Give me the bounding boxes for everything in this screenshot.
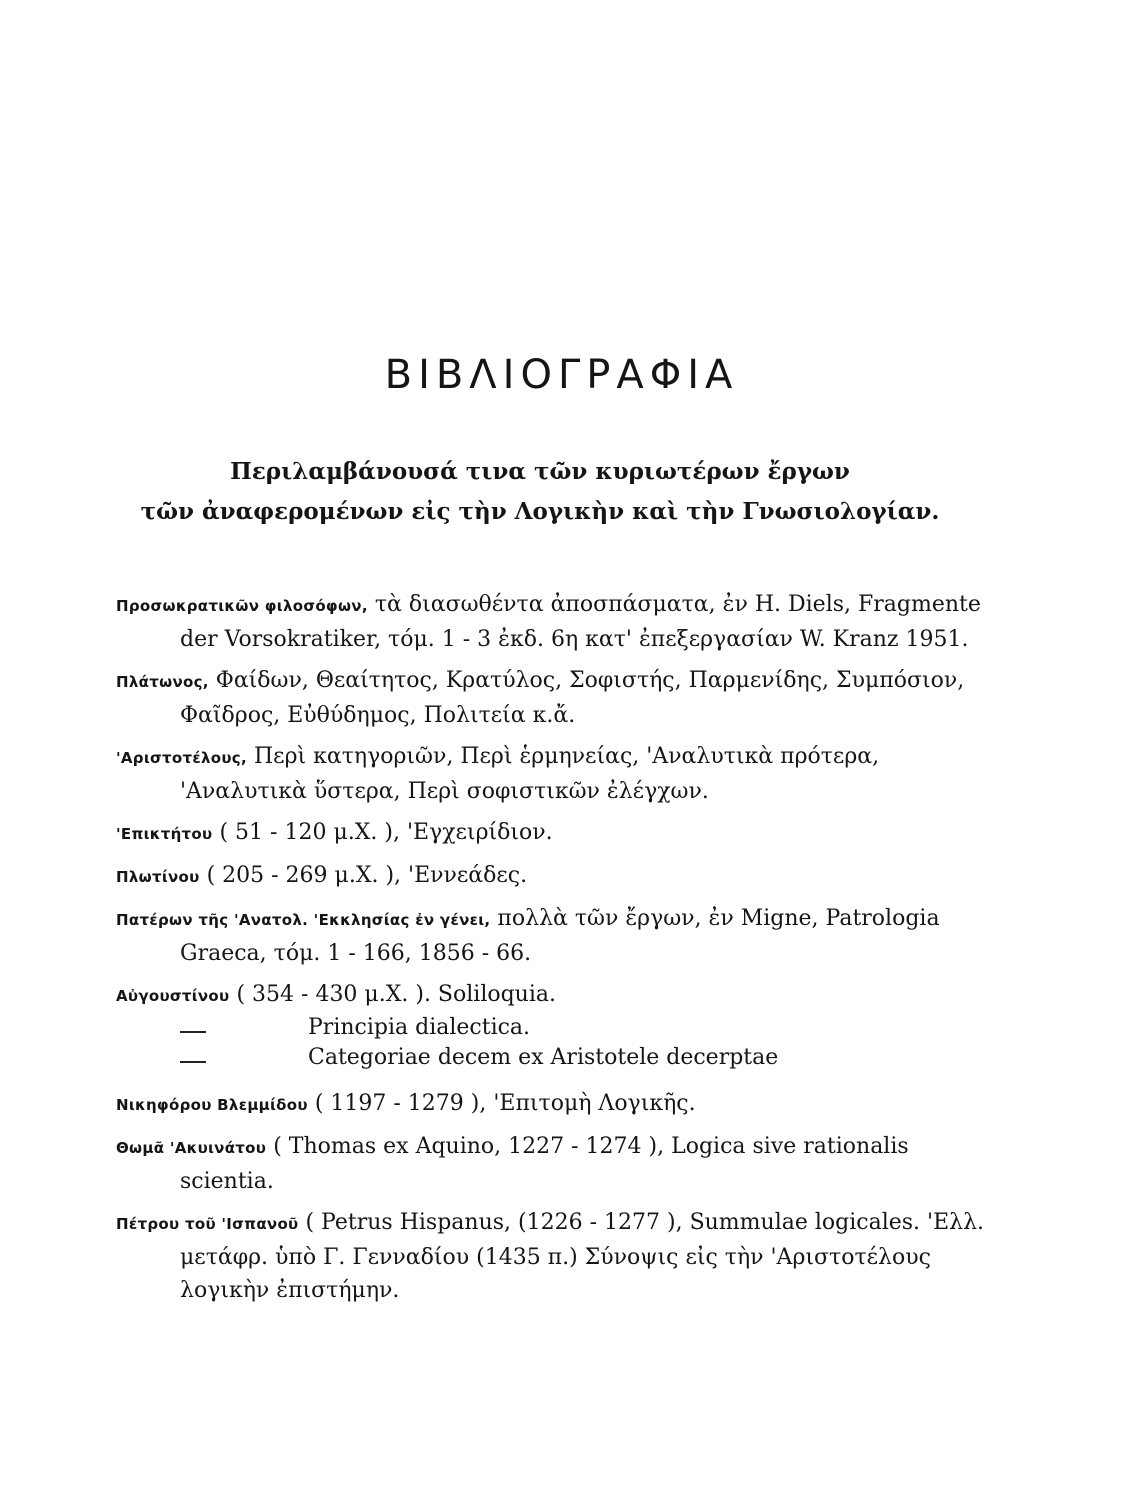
- bib-entry: [116, 664, 996, 732]
- entry-text: ( 51 - 120 μ.X. ), 'Εγχειρίδιον.: [219, 820, 553, 845]
- entry-author: 'Επικτήτου: [116, 825, 213, 843]
- entry-text: Περὶ κατηγοριῶν, Περὶ ἑρμηνείας, 'Αναλυτικὰ πρότερα, 'Αναλυτικὰ ὕστερα, Περὶ σοφιστικῶν ἐλέγχων.: [180, 744, 880, 804]
- bib-entry: [116, 740, 996, 808]
- subtitle-line: Περιλαμβάνουσά τινα τῶν κυριωτέρων ἔργων: [230, 458, 850, 485]
- continuation-line: [116, 1013, 996, 1043]
- entry-text: ( 1197 - 1279 ), 'Επιτομὴ Λογικῆς.: [314, 1091, 696, 1116]
- entry-text: ( 354 - 430 μ.X. ). Soliloquia.: [236, 982, 557, 1007]
- entry-text: Categoriae decem ex Aristotele decerptae: [308, 1045, 779, 1070]
- entry-author: Πατέρων τῆς 'Ανατολ. 'Εκκλησίας ἐν γένει,: [116, 911, 491, 929]
- entry-author: Πέτρου τοῦ 'Ισπανοῦ: [116, 1215, 299, 1233]
- bib-entry: [116, 859, 996, 894]
- bib-entry: [116, 1206, 996, 1307]
- entry-text: ( 205 - 269 μ.X. ), 'Εννεάδες.: [206, 863, 528, 888]
- entry-author: Πλωτίνου: [116, 868, 200, 886]
- bib-entry: [116, 588, 996, 656]
- bib-entry: [116, 978, 996, 1013]
- page-title: ΒΙΒΛΙΟΓΡΑΦΙΑ: [384, 352, 739, 398]
- bib-entry: [116, 1087, 996, 1122]
- bib-entry: [116, 816, 996, 851]
- entry-text: τὰ διασωθέντα ἀποσπάσματα, ἐν H. Diels, Fragmente der Vorsokratiker, τόμ. 1 - 3 ἐκδ. 6η κατ' ἐπεξεργασίαν W. Kranz 1951.: [180, 592, 981, 652]
- entry-author: Προσωκρατικῶν φιλοσόφων,: [116, 597, 368, 615]
- subtitle-line: τῶν ἀναφερομένων εἰς τὴν Λογικὴν καὶ τὴν Γνωσιολογίαν.: [140, 498, 940, 525]
- entry-author: Πλάτωνος,: [116, 673, 209, 691]
- entry-text: ( Thomas ex Aquino, 1227 - 1274 ), Logica sive rationalis scientia.: [180, 1134, 909, 1194]
- entry-author: Νικηφόρου Βλεμμίδου: [116, 1096, 308, 1114]
- continuation-line: [116, 1043, 996, 1073]
- subtitle: [100, 452, 980, 532]
- bib-entry: [116, 1130, 996, 1198]
- entry-text: ( Petrus Hispanus, (1226 - 1277 ), Summulae logicales. 'Ελλ. μετάφρ. ὑπὸ Γ. Γενναδίου (1435 π.) Σύνοψις εἰς τὴν 'Αριστοτέλους λογικὴν ἐπιστήμην.: [180, 1210, 985, 1303]
- entry-text: Principia dialectica.: [308, 1015, 531, 1040]
- bibliography-list: [116, 588, 996, 1315]
- entry-author: Θωμᾶ 'Ακυινάτου: [116, 1139, 267, 1157]
- bib-entry: [116, 902, 996, 970]
- entry-text: πολλὰ τῶν ἔργων, ἐν Migne, Patrologia Graeca, τόμ. 1 - 166, 1856 - 66.: [180, 906, 940, 966]
- entry-author: 'Αριστοτέλους,: [116, 749, 247, 767]
- entry-author: Αὐγουστίνου: [116, 987, 230, 1005]
- entry-text: Φαίδων, Θεαίτητος, Κρατύλος, Σοφιστής, Παρμενίδης, Συμπόσιον, Φαῖδρος, Εὐθύδημος, Πολιτεία κ.ἄ.: [180, 668, 965, 728]
